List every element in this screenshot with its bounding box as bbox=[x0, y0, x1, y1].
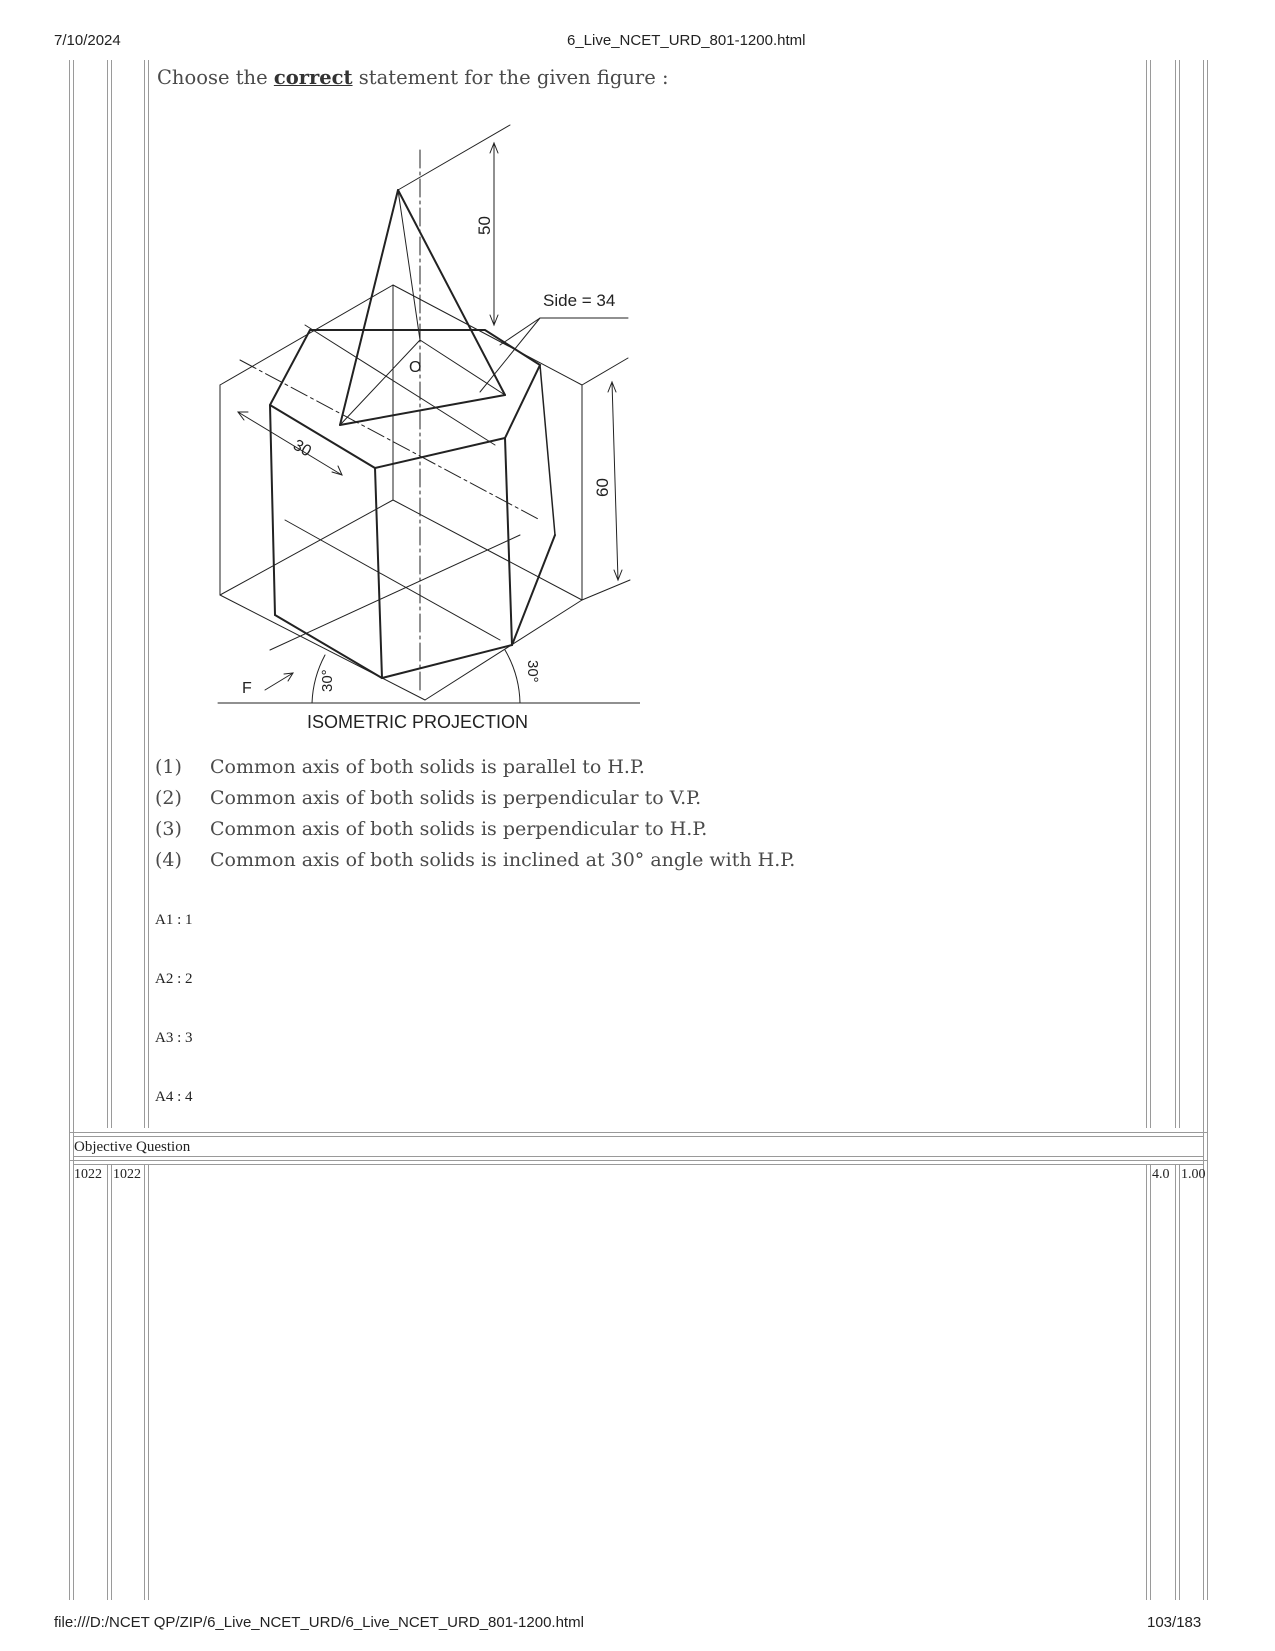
dim-60-label: 60 bbox=[593, 478, 612, 497]
question-text: Choose the correct statement for the given figure : bbox=[157, 66, 669, 89]
answer-2: A2 : 2 bbox=[155, 971, 193, 987]
angle-right-label: 30° bbox=[524, 660, 541, 683]
options-list bbox=[155, 752, 795, 876]
front-f-label: F bbox=[242, 680, 252, 697]
answer-3: A3 : 3 bbox=[155, 1030, 193, 1046]
file-path: file:///D:/NCET QP/ZIP/6_Live_NCET_URD/6_Live_NCET_URD_801-1200.html bbox=[54, 1614, 584, 1631]
figure-caption: ISOMETRIC PROJECTION bbox=[307, 712, 529, 732]
angle-left-label: 30° bbox=[319, 669, 336, 692]
section-label: Objective Question bbox=[74, 1139, 191, 1155]
answer-1: A1 : 1 bbox=[155, 912, 193, 928]
center-o-label: O bbox=[409, 359, 422, 376]
answer-4: A4 : 4 bbox=[155, 1089, 193, 1105]
isometric-figure bbox=[200, 110, 640, 735]
negative-marks-value: 1.00 bbox=[1181, 1167, 1206, 1182]
option-4: (4) Common axis of both solids is inclined at 30° angle with H.P. bbox=[155, 849, 796, 871]
question-id: 1022 bbox=[74, 1167, 102, 1182]
dim-30-label: 30 bbox=[290, 436, 314, 461]
question-keyword: correct bbox=[273, 66, 353, 89]
document-title: 6_Live_NCET_URD_801-1200.html bbox=[567, 32, 806, 49]
page-number: 103/183 bbox=[1147, 1614, 1202, 1631]
option-2: (2) Common axis of both solids is perpendicular to V.P. bbox=[155, 787, 702, 809]
marks-value: 4.0 bbox=[1152, 1167, 1170, 1182]
dim-side-label: Side = 34 bbox=[543, 291, 616, 310]
dim-50-label: 50 bbox=[475, 216, 494, 235]
option-1: (1) Common axis of both solids is parallel to H.P. bbox=[155, 756, 645, 778]
question-id-secondary: 1022 bbox=[113, 1167, 141, 1182]
print-date: 7/10/2024 bbox=[54, 32, 121, 49]
option-3: (3) Common axis of both solids is perpendicular to H.P. bbox=[155, 818, 708, 840]
